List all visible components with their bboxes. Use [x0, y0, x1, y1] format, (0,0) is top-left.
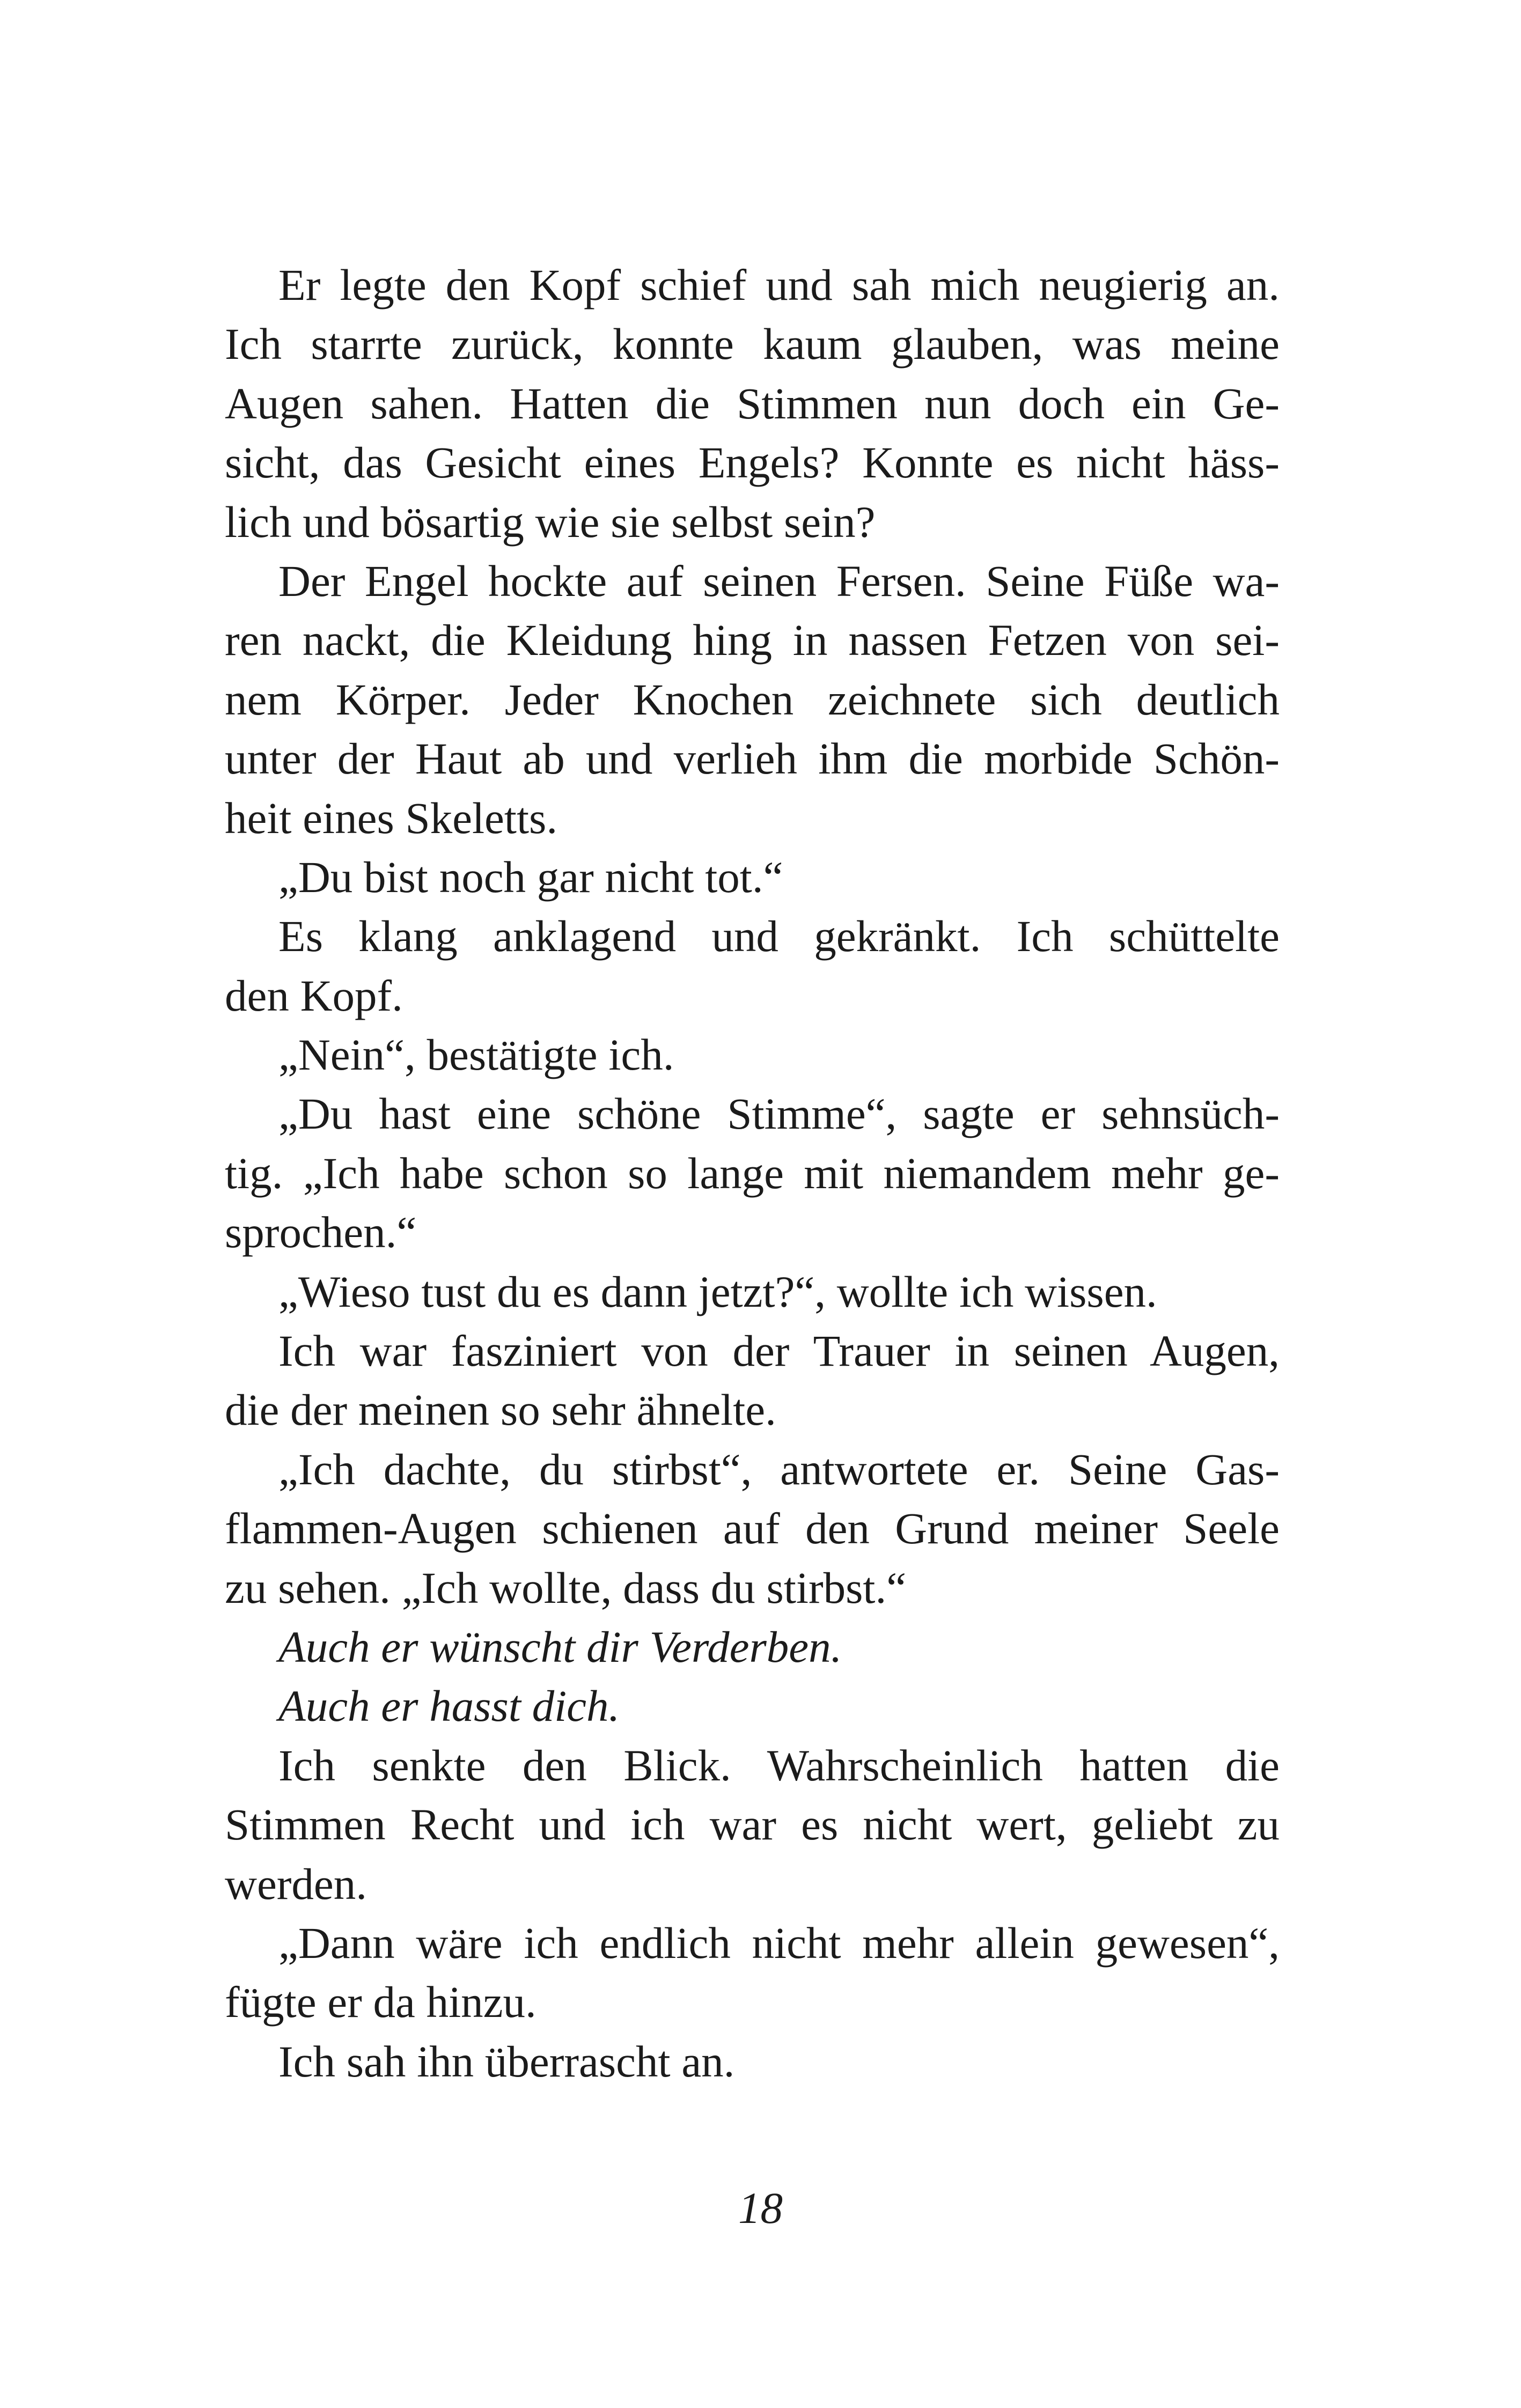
text-line: „Du bist noch gar nicht tot.“ [278, 852, 783, 902]
text-line: sicht, das Gesicht eines Engels? Konnte es nicht häss- [225, 438, 1280, 488]
text-line: heit eines Skeletts. [225, 793, 558, 843]
body-text [225, 255, 1280, 2091]
text-line: Ich war fasziniert von der Trauer in seinen Augen, [278, 1326, 1280, 1376]
text-line: unter der Haut ab und verlieh ihm die morbide Schön- [225, 734, 1280, 784]
text-line: die der meinen so sehr ähnelte. [225, 1385, 776, 1435]
text-line: Es klang anklagend und gekränkt. Ich schüttelte [278, 911, 1280, 961]
text-line: lich und bösartig wie sie selbst sein? [225, 497, 876, 547]
text-line: werden. [225, 1859, 368, 1909]
text-line: Ich senkte den Blick. Wahrscheinlich hatten die [278, 1740, 1280, 1790]
text-line: ren nackt, die Kleidung hing in nassen Fetzen von sei- [225, 615, 1280, 665]
text-line: Der Engel hockte auf seinen Fersen. Seine Füße wa- [278, 556, 1280, 606]
text-line: „Nein“, bestätigte ich. [278, 1030, 674, 1080]
text-line: nem Körper. Jeder Knochen zeichnete sich deutlich [225, 674, 1280, 724]
text-line: „Wieso tust du es dann jetzt?“, wollte ich wissen. [278, 1266, 1157, 1316]
text-line: fügte er da hinzu. [225, 1977, 537, 2027]
text-line: „Dann wäre ich endlich nicht mehr allein gewesen“, [278, 1918, 1280, 1968]
text-line: Er legte den Kopf schief und sah mich neugierig an. [278, 260, 1280, 310]
text-line: „Ich dachte, du stirbst“, antwortete er. Seine Gas- [278, 1444, 1280, 1494]
text-line: „Du hast eine schöne Stimme“, sagte er sehnsüch- [278, 1089, 1280, 1139]
text-line: zu sehen. „Ich wollte, dass du stirbst.“ [225, 1563, 907, 1612]
page-number: 18 [738, 2183, 783, 2233]
italic-text-line: Auch er wünscht dir Verderben. [278, 1622, 842, 1671]
text-line: sprochen.“ [225, 1207, 417, 1257]
text-line: tig. „Ich habe schon so lange mit niemandem mehr ge- [225, 1148, 1280, 1198]
text-line: Augen sahen. Hatten die Stimmen nun doch ein Ge- [225, 378, 1280, 428]
text-line: Ich starrte zurück, konnte kaum glauben, was meine [225, 319, 1280, 369]
text-line: flammen-Augen schienen auf den Grund meiner Seele [225, 1504, 1280, 1553]
text-line: Ich sah ihn überrascht an. [278, 2036, 735, 2086]
text-line: Stimmen Recht und ich war es nicht wert, geliebt zu [225, 1800, 1280, 1850]
text-line: den Kopf. [225, 970, 403, 1020]
italic-text-line: Auch er hasst dich. [278, 1681, 620, 1731]
